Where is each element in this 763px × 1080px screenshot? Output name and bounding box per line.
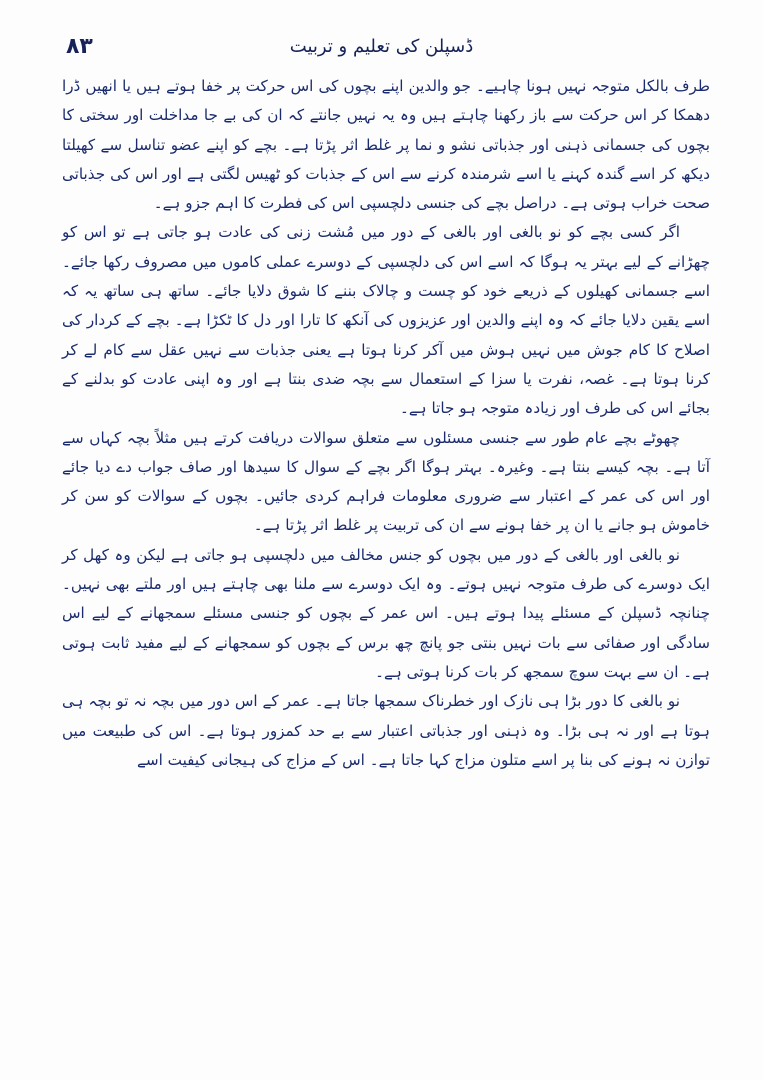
paragraph: نو بالغی کا دور بڑا ہی نازک اور خطرناک سمجھا جاتا ہے۔ عمر کے اس دور میں بچہ نہ تو بچہ ہی ہوتا ہے اور نہ ہی بڑا۔ وہ ذہنی اور جذباتی اعتبار سے بے حد کمزور ہوتا ہے۔ اس کی طبیعت میں توازن نہ ہونے کی بنا پر اسے متلون مزاج کہا جاتا ہے۔ اس کے مزاج کی ہیجانی کیفیت اسے <box>62 692 710 769</box>
paragraph: اگر کسی بچے کو نو بالغی اور بالغی کے دور میں مُشت زنی کی عادت ہو جاتی ہے تو اس کو چھڑانے کے لیے بہتر یہ ہوگا کہ اسے اس کی دلچسپی کے دوسرے عملی کاموں میں مصروف رکھا جائے۔ اسے جسمانی کھیلوں کے ذریعے خود کو چست و چالاک بننے کا شوق دلایا جائے۔ ساتھ ہی ساتھ یہ کہ اسے یقین دلایا جائے کہ وہ اپنے والدین اور عزیزوں کی آنکھ کا تارا اور دل کا ٹکڑا ہے۔ بچے کے کردار کی اصلاح کا کام جوش میں نہیں ہوش میں آکر کرنا ہوتا ہے یعنی جذبات سے نہیں عقل سے کام لے کر کرنا ہوتا ہے۔ غصہ، نفرت یا سزا کے استعمال سے بچہ ضدی بنتا ہے اور وہ اپنی عادت کو بدلنے کے بجائے اس کی طرف اور زیادہ متوجہ ہو جاتا ہے۔ <box>62 223 710 418</box>
paragraph: نو بالغی اور بالغی کے دور میں بچوں کو جنس مخالف میں دلچسپی ہو جاتی ہے لیکن وہ کھل کر ایک دوسرے کی طرف متوجہ نہیں ہوتے۔ وہ ایک دوسرے سے ملنا بھی چاہتے ہیں اور ملتے بھی نہیں۔ چنانچہ ڈسپلن کے مسئلے پیدا ہوتے ہیں۔ اس عمر کے بچوں کو جنسی مسئلے سمجھانے کے لیے اس سادگی اور صفائی سے بات نہیں بنتی جو پانچ چھ برس کے بچوں کو سمجھانے کے لیے مفید ثابت ہوتی ہے۔ ان سے بہت سوچ سمجھ کر بات کرنا ہوتی ہے۔ <box>62 545 710 681</box>
paragraph: طرف بالکل متوجہ نہیں ہونا چاہیے۔ جو والدین اپنے بچوں کی اس حرکت پر خفا ہوتے ہیں یا انھیں ڈرا دھمکا کر اس حرکت سے باز رکھنا چاہتے ہیں وہ یہ نہیں جانتے کہ ان کی بے جا مداخلت اور سختی کا بچوں کی جسمانی ذہنی اور جذباتی نشو و نما پر غلط اثر پڑتا ہے۔ بچے کو اپنے عضو تناسل سے کھیلتا دیکھ کر اسے گندہ کہنے یا اسے شرمندہ کرنے سے اس کے جذبات کو ٹھیس لگتی ہے اور اس کی جذباتی صحت خراب ہوتی ہے۔ دراصل بچے کی جنسی دلچسپی اس کی فطرت کا اہم جزو ہے۔ <box>62 77 710 213</box>
paragraph: چھوٹے بچے عام طور سے جنسی مسئلوں سے متعلق سوالات دریافت کرتے ہیں مثلاً بچہ کہاں سے آتا ہے۔ بچہ کیسے بنتا ہے۔ وغیرہ۔ بہتر ہوگا اگر بچے کے سوال کا سیدھا اور صاف جواب دے دیا جائے اور اس کی عمر کے اعتبار سے ضروری معلومات فراہم کردی جائیں۔ بچوں کے سوالات کو سن کر خاموش ہو جانے یا ان پر خفا ہونے سے ان کی تربیت پر غلط اثر پڑتا ہے۔ <box>62 428 710 535</box>
running-header: ڈسپلن کی تعلیم و تربیت <box>289 36 474 57</box>
page-number: ۸۳ <box>66 34 93 59</box>
body-text <box>62 72 710 775</box>
